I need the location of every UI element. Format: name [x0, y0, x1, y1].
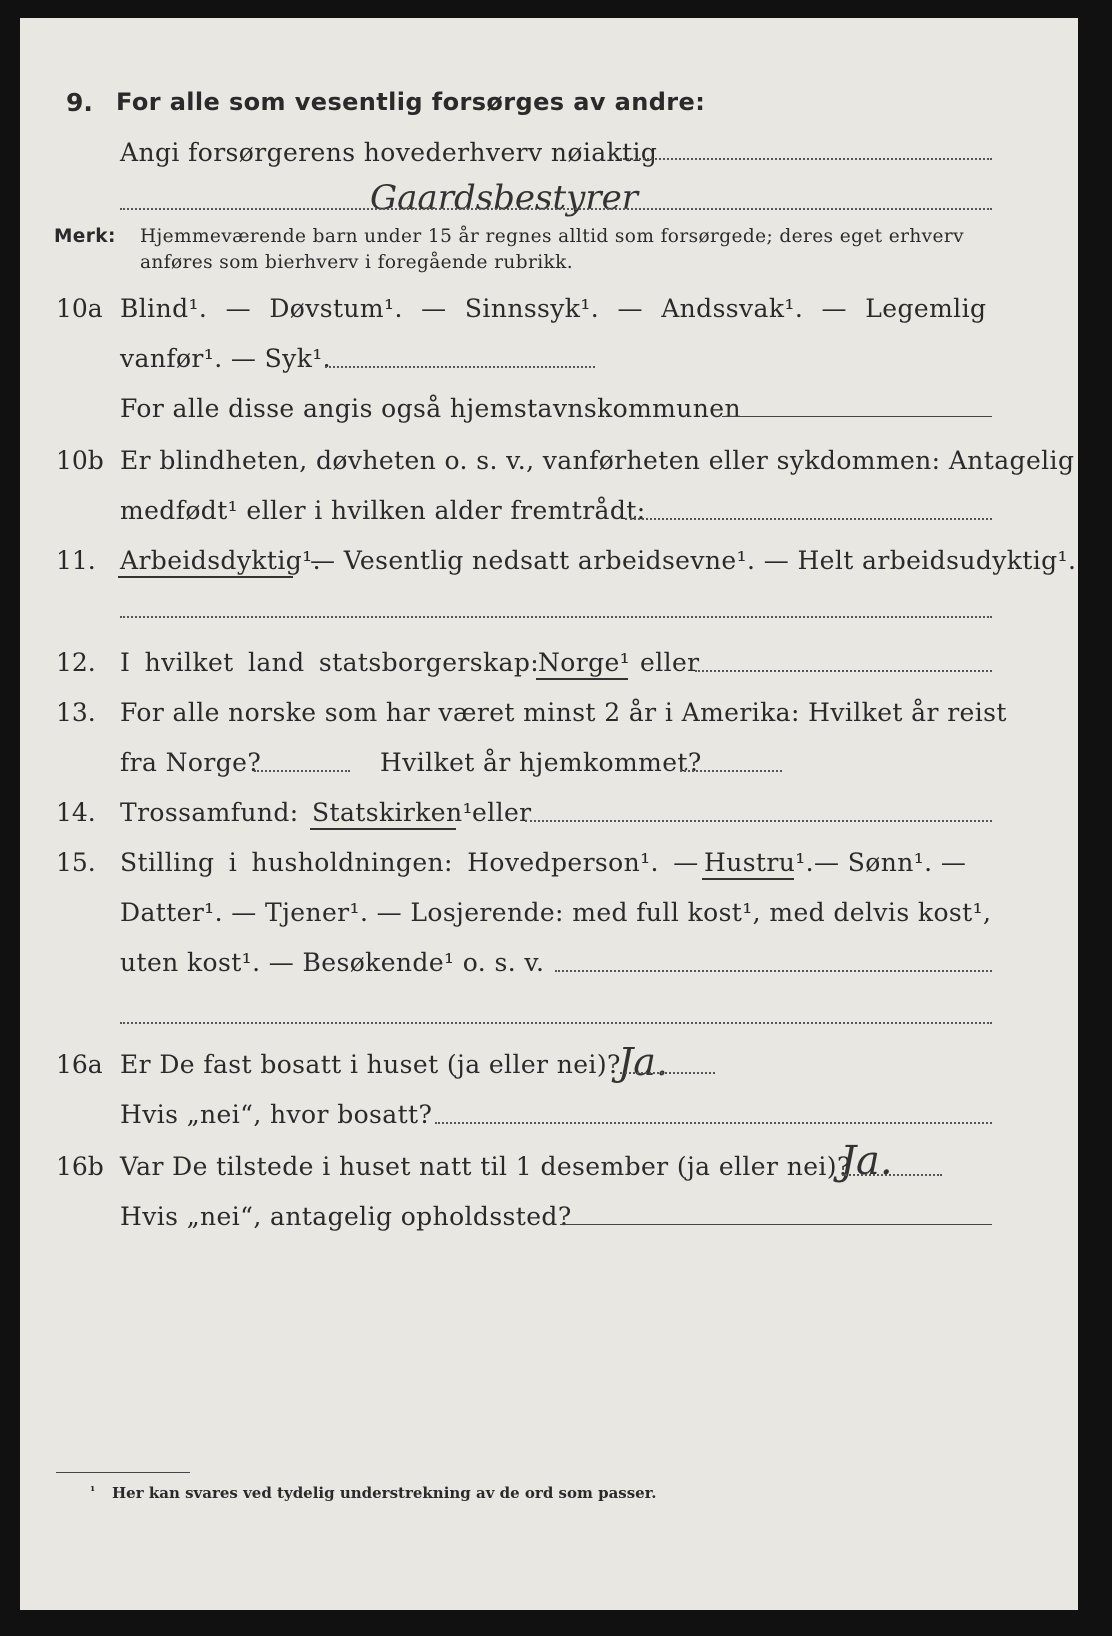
q12-answer-line — [695, 670, 992, 672]
q10a-hjemstavn-line — [722, 416, 992, 417]
merk-label: Merk: — [54, 226, 116, 247]
q9-heading: For alle som vesentlig forsørges av andre: — [116, 88, 706, 116]
q16b-number: 16b — [56, 1152, 104, 1181]
q9-number: 9. — [66, 88, 93, 117]
q15-options-3: uten kost¹. — Besøkende¹ o. s. v. — [120, 948, 545, 977]
q11-underline — [118, 576, 293, 578]
q15-option-hustru: Hustru¹. — [704, 848, 814, 877]
q12-option-norge: Norge¹ — [538, 648, 631, 677]
q10b-answer-line — [625, 518, 992, 520]
q10a-number: 10a — [56, 294, 103, 323]
q14-option-statskirken: Statskirken¹ — [312, 798, 473, 827]
q11-options-rest: — Vesentlig nedsatt arbeidsevne¹. — Helt arbeidsudyktig¹. — [310, 546, 1077, 575]
q16a-question: Er De fast bosatt i huset (ja eller nei)? — [120, 1050, 621, 1079]
q16b-followup-line — [560, 1224, 992, 1225]
q10a-hjemstavn: For alle disse angis også hjemstavnskommunen — [120, 394, 741, 423]
q15-options-end: — Sønn¹. — — [814, 848, 967, 877]
q14-answer-line — [525, 820, 992, 822]
q16a-followup: Hvis „nei“, hvor bosatt? — [120, 1100, 433, 1129]
q10a-options: Blind¹. — Døvstum¹. — Sinnssyk¹. — Andssvak¹. — Legemlig — [120, 294, 987, 323]
q16b-answer-line — [842, 1174, 942, 1176]
q9-question: Angi forsørgerens hovederhverv nøiaktig — [120, 138, 658, 167]
q16a-followup-line — [435, 1122, 992, 1124]
q15-question: Stilling i husholdningen: Hovedperson¹. — — [120, 848, 699, 877]
q12-underline — [536, 678, 628, 680]
q13-question: For alle norske som har været minst 2 år i Amerika: Hvilket år reist — [120, 698, 1007, 727]
q10b-question-2: medfødt¹ eller i hvilken alder fremtrådt: — [120, 496, 646, 525]
census-form-page — [20, 18, 1078, 1610]
footnote-mark: ¹ — [90, 1484, 96, 1498]
q9-answer-line-1 — [620, 158, 992, 160]
q13-number: 13. — [56, 698, 96, 727]
q14-question: Trossamfund: — [120, 798, 299, 827]
merk-text-1: Hjemmeværende barn under 15 år regnes alltid som forsørgede; deres eget erhverv — [140, 226, 964, 247]
q16b-question: Var De tilstede i huset natt til 1 desember (ja eller nei)? — [120, 1152, 851, 1181]
q9-answer-line-2 — [120, 208, 992, 210]
q16a-handwritten-answer: Ja. — [618, 1040, 668, 1084]
footnote-rule — [56, 1472, 190, 1473]
q10a-options-2: vanfør¹. — Syk¹. — [120, 344, 332, 373]
q15-underline — [702, 878, 794, 880]
q15-number: 15. — [56, 848, 96, 877]
q15-options-2: Datter¹. — Tjener¹. — Losjerende: med full kost¹, med delvis kost¹, — [120, 898, 992, 927]
q11-number: 11. — [56, 546, 96, 575]
q13-hjemkommet: Hvilket år hjemkommet? — [380, 748, 702, 777]
q14-number: 14. — [56, 798, 96, 827]
q12-question: I hvilket land statsborgerskap: — [120, 648, 540, 677]
q13-hjemkommet-line — [680, 770, 782, 772]
q14-eller: eller — [472, 798, 532, 827]
footnote-text: Her kan svares ved tydelig understrekning av de ord som passer. — [112, 1484, 657, 1502]
q16a-number: 16a — [56, 1050, 103, 1079]
q12-number: 12. — [56, 648, 96, 677]
merk-text-2: anføres som bierhverv i foregående rubrikk. — [140, 252, 574, 273]
q10b-number: 10b — [56, 446, 104, 475]
q10b-question: Er blindheten, døvheten o. s. v., vanførheten eller sykdommen: Antagelig — [120, 446, 1075, 475]
q13-reist: fra Norge? — [120, 748, 262, 777]
q13-reist-line — [254, 770, 350, 772]
q12-eller: eller — [640, 648, 700, 677]
q16a-answer-line — [620, 1072, 715, 1074]
q14-underline — [310, 828, 456, 830]
q16b-followup: Hvis „nei“, antagelig opholdssted? — [120, 1202, 572, 1231]
q11-answer-line — [120, 616, 992, 618]
q11-option-arbeidsdyktig: Arbeidsdyktig¹. — [120, 546, 321, 575]
q15-answer-line-1 — [555, 970, 992, 972]
q10a-syk-line — [325, 366, 595, 368]
q15-answer-line-2 — [120, 1022, 992, 1024]
q9-handwritten-answer: Gaardsbestyrer — [370, 178, 638, 218]
q16b-handwritten-answer: Ja. — [840, 1138, 893, 1184]
